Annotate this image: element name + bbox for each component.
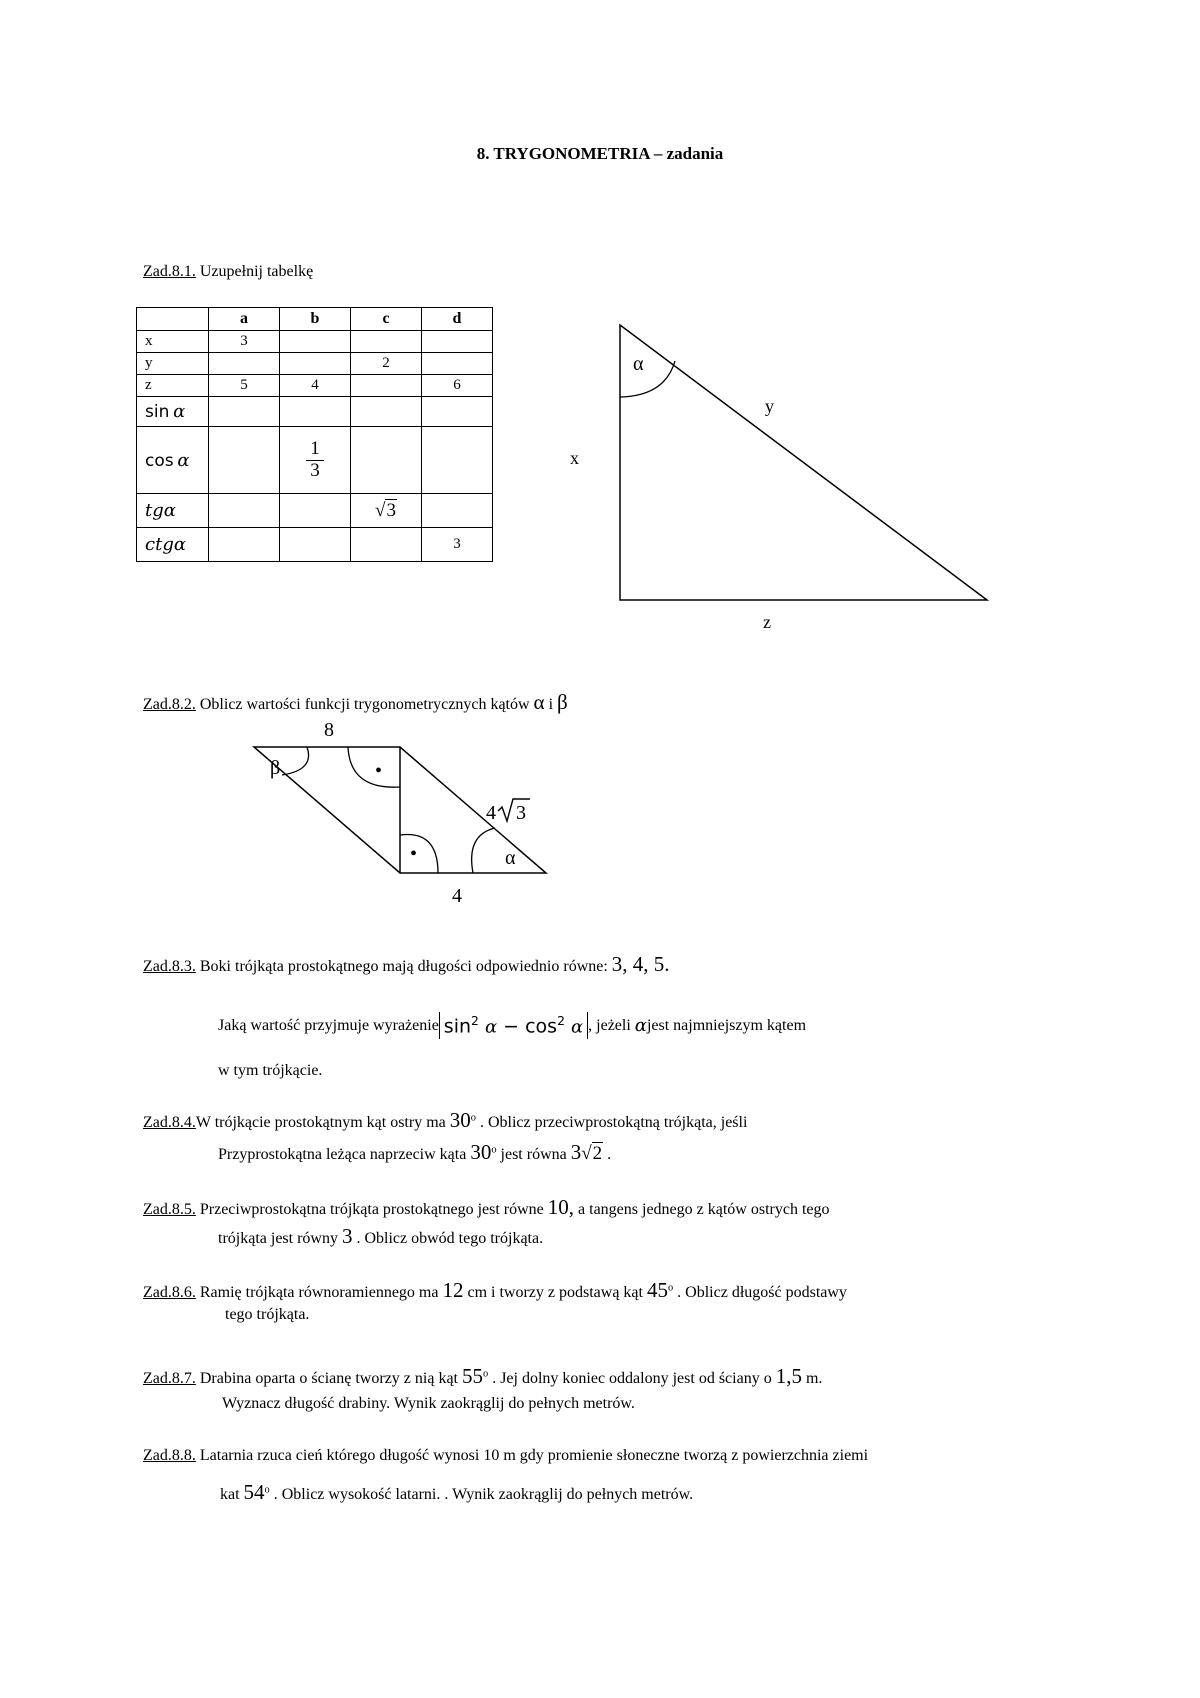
alpha-angle-arc bbox=[472, 828, 495, 873]
sides-values: 3, 4, 5. bbox=[611, 952, 670, 976]
side-rad-label: 3 bbox=[516, 802, 526, 824]
task-text: m. bbox=[801, 1370, 823, 1387]
table-row bbox=[137, 331, 493, 353]
side-x-label: x bbox=[570, 448, 579, 468]
alpha-symbol: α bbox=[163, 500, 176, 521]
task-text: Drabina oparta o ścianę tworzy z nią kąt bbox=[195, 1370, 462, 1387]
task-8-5-line1 bbox=[143, 1195, 830, 1220]
task-label: Zad.8.6. bbox=[143, 1284, 196, 1301]
task-label: Zad.8.1. bbox=[143, 263, 196, 280]
exponent: 2 bbox=[557, 1014, 565, 1028]
fraction-denominator: 3 bbox=[310, 459, 320, 481]
angle-value: 54 bbox=[243, 1480, 265, 1504]
task-text: . bbox=[603, 1146, 612, 1163]
side-z-label: z bbox=[763, 612, 771, 632]
table-cell bbox=[351, 494, 422, 528]
task-text: Boki trójkąta prostokątnego mają długości odpowiednio równe: bbox=[195, 958, 612, 975]
page-title: 8. TRYGONOMETRIA – zadania bbox=[476, 144, 724, 163]
table-cell: z bbox=[137, 375, 209, 397]
table-cell bbox=[209, 494, 280, 528]
task-8-7-line1 bbox=[143, 1364, 822, 1389]
task-8-1-heading bbox=[143, 263, 313, 281]
table-cell: 3 bbox=[422, 528, 493, 562]
table-cell bbox=[280, 427, 351, 494]
task-8-3-line2 bbox=[218, 1012, 806, 1039]
table-row bbox=[137, 353, 493, 375]
table-cell bbox=[280, 397, 351, 427]
task-text: jest najmniejszym kątem bbox=[646, 1016, 807, 1034]
table-cell bbox=[351, 375, 422, 397]
coefficient: 3 bbox=[570, 1140, 582, 1164]
side-y-label: y bbox=[765, 396, 774, 416]
alpha-symbol: α bbox=[533, 690, 545, 714]
beta-label: β bbox=[270, 757, 281, 779]
side-coef-label: 4 bbox=[486, 802, 496, 824]
sqrt-sign: √ bbox=[375, 499, 386, 521]
table-cell: 6 bbox=[422, 375, 493, 397]
dot-marker: • bbox=[410, 843, 418, 865]
task-text: a tangens jednego z kątów ostrych tego bbox=[574, 1201, 830, 1218]
task-8-2-heading bbox=[143, 690, 568, 715]
table-cell bbox=[280, 494, 351, 528]
right-triangle-figure bbox=[560, 310, 1000, 640]
table-cell: y bbox=[137, 353, 209, 375]
angle-value: 30 bbox=[449, 1108, 471, 1132]
task-8-3-line3: w tym trójkącie. bbox=[218, 1062, 323, 1079]
ctg-fn: ctg bbox=[145, 534, 174, 555]
angle-value: 30 bbox=[470, 1140, 492, 1164]
ctg-label bbox=[137, 528, 209, 562]
task-text: cm i tworzy z podstawą kąt bbox=[463, 1284, 647, 1301]
degree-sign: o bbox=[491, 1144, 497, 1156]
degree-sign: o bbox=[264, 1484, 270, 1496]
table-cell: 2 bbox=[351, 353, 422, 375]
task-text: . Oblicz przeciwprostokątną trójkąta, jeśli bbox=[475, 1114, 748, 1131]
dot-marker: • bbox=[375, 760, 383, 782]
task-text: Ramię trójkąta równoramiennego ma bbox=[195, 1284, 443, 1301]
task-8-6-line1 bbox=[143, 1278, 847, 1303]
table-cell: 3 bbox=[209, 331, 280, 353]
beta-angle-arc bbox=[282, 747, 309, 775]
alpha-symbol: α bbox=[177, 449, 190, 471]
task-text: Oblicz wartości funkcji trygonometrycznych kątów bbox=[195, 696, 534, 713]
abs-expression bbox=[439, 1012, 588, 1039]
degree-sign: o bbox=[667, 1282, 674, 1294]
sin-label bbox=[137, 397, 209, 427]
task-text: kat bbox=[220, 1486, 244, 1503]
task-text: . Jej dolny koniec oddalony jest od ściany o bbox=[488, 1370, 776, 1387]
task-8-3-heading bbox=[143, 952, 670, 977]
table-cell bbox=[422, 397, 493, 427]
bottom-side-label: 4 bbox=[452, 885, 462, 907]
task-text: Przeciwprostokątna trójkąta prostokątnego jest równe bbox=[195, 1201, 548, 1218]
fraction-numerator: 1 bbox=[306, 439, 324, 461]
task-8-7-line2: Wyznacz długość drabiny. Wynik zaokrąglij do pełnych metrów. bbox=[222, 1395, 635, 1412]
task-text: , jeżeli bbox=[588, 1016, 631, 1034]
table-cell bbox=[422, 331, 493, 353]
table-cell bbox=[422, 494, 493, 528]
task-text: . Oblicz wysokość latarni. . Wynik zaokrąglij do pełnych metrów. bbox=[269, 1486, 694, 1503]
fraction-one-third bbox=[306, 439, 324, 482]
and-text: i bbox=[544, 696, 558, 713]
exponent: 2 bbox=[471, 1014, 479, 1028]
table-header-cell: b bbox=[280, 308, 351, 331]
task-8-6-line2: tego trójkąta. bbox=[225, 1306, 310, 1323]
task-text: Jaką wartość przyjmuje wyrażenie bbox=[218, 1016, 439, 1034]
right-angle-arc-top bbox=[348, 747, 400, 787]
table-header-cell: a bbox=[209, 308, 280, 331]
table-cell bbox=[209, 427, 280, 494]
right-angle-arc-bottom bbox=[400, 834, 438, 873]
table-header-cell: c bbox=[351, 308, 422, 331]
alpha-symbol: α bbox=[484, 1016, 498, 1038]
table-header-row bbox=[137, 308, 493, 331]
task-text: . Oblicz długość podstawy bbox=[673, 1284, 847, 1301]
triangle-shape bbox=[620, 325, 987, 600]
sqrt-three bbox=[375, 499, 397, 521]
alpha-symbol: α bbox=[570, 1016, 584, 1038]
table-cell bbox=[351, 528, 422, 562]
degree-sign: o bbox=[470, 1112, 476, 1124]
table-cell: 4 bbox=[280, 375, 351, 397]
task-text: Uzupełnij tabelkę bbox=[195, 263, 314, 280]
task-label: Zad.8.4. bbox=[143, 1114, 196, 1131]
cos-fn: cos bbox=[525, 1015, 558, 1038]
task-label: Zad.8.5. bbox=[143, 1201, 196, 1218]
radicand: 3 bbox=[386, 499, 396, 521]
sin-fn: sin bbox=[145, 402, 170, 422]
alpha-angle-arc bbox=[620, 361, 675, 397]
table-row-ctg bbox=[137, 528, 493, 562]
table-row-cos bbox=[137, 427, 493, 494]
task-8-4-line1 bbox=[143, 1108, 747, 1133]
table-cell bbox=[351, 427, 422, 494]
table-cell bbox=[422, 353, 493, 375]
task-text: jest równa bbox=[496, 1146, 571, 1163]
table-cell bbox=[351, 331, 422, 353]
table-cell: 5 bbox=[209, 375, 280, 397]
parallelogram-figure bbox=[240, 715, 570, 915]
alpha-symbol: α bbox=[173, 534, 186, 555]
table-cell bbox=[209, 353, 280, 375]
tangent-value: 3 bbox=[341, 1224, 353, 1248]
table-cell: x bbox=[137, 331, 209, 353]
table-header-cell bbox=[137, 308, 209, 331]
cos-label bbox=[137, 427, 209, 494]
alpha-symbol: α bbox=[173, 401, 186, 422]
task-label: Zad.8.3. bbox=[143, 958, 196, 975]
task-text: Przyprostokątna leżąca naprzeciw kąta bbox=[218, 1146, 471, 1163]
table-header-cell: d bbox=[422, 308, 493, 331]
table-cell bbox=[209, 528, 280, 562]
sin-fn: sin bbox=[443, 1015, 472, 1038]
distance-value: 1,5 bbox=[775, 1364, 802, 1388]
alpha-label: α bbox=[505, 847, 516, 869]
table-row-sin bbox=[137, 397, 493, 427]
task-8-4-line2 bbox=[218, 1140, 611, 1165]
angle-value: 45 bbox=[646, 1278, 668, 1302]
table-cell bbox=[422, 427, 493, 494]
task-8-5-line2 bbox=[218, 1224, 543, 1249]
alpha-symbol: α bbox=[634, 1015, 647, 1037]
arm-length: 12 bbox=[442, 1278, 464, 1302]
table-row bbox=[137, 375, 493, 397]
cos-fn: cos bbox=[145, 450, 174, 471]
task-label: Zad.8.2. bbox=[143, 696, 196, 713]
task-8-8-line1 bbox=[143, 1447, 868, 1465]
task-8-8-line2 bbox=[220, 1480, 693, 1505]
task-text: . Oblicz obwód tego trójkąta. bbox=[352, 1230, 544, 1247]
trig-table bbox=[136, 307, 493, 562]
degree-sign: o bbox=[482, 1368, 489, 1380]
beta-symbol: β bbox=[557, 690, 568, 714]
task-text: W trójkącie prostokątnym kąt ostry ma bbox=[195, 1114, 450, 1131]
radicand: 2 bbox=[592, 1143, 603, 1164]
table-cell bbox=[280, 528, 351, 562]
task-label: Zad.8.8. bbox=[143, 1447, 196, 1464]
table-cell bbox=[280, 353, 351, 375]
task-text: trójkąta jest równy bbox=[218, 1230, 342, 1247]
angle-value: 55 bbox=[461, 1364, 483, 1388]
table-row-tg bbox=[137, 494, 493, 528]
table-cell bbox=[209, 397, 280, 427]
alpha-label: α bbox=[633, 353, 644, 375]
table-cell bbox=[351, 397, 422, 427]
table-cell bbox=[280, 331, 351, 353]
tg-label bbox=[137, 494, 209, 528]
tg-fn: tg bbox=[145, 500, 164, 521]
task-text: Latarnia rzuca cień którego długość wynosi 10 m gdy promienie słoneczne tworzą z powierzchnia ziemi bbox=[195, 1447, 869, 1464]
top-side-label: 8 bbox=[324, 719, 334, 741]
minus-sign: − bbox=[497, 1015, 526, 1038]
sqrt-two: √2 bbox=[581, 1143, 603, 1164]
hypotenuse-value: 10, bbox=[547, 1195, 575, 1219]
task-label: Zad.8.7. bbox=[143, 1370, 196, 1387]
